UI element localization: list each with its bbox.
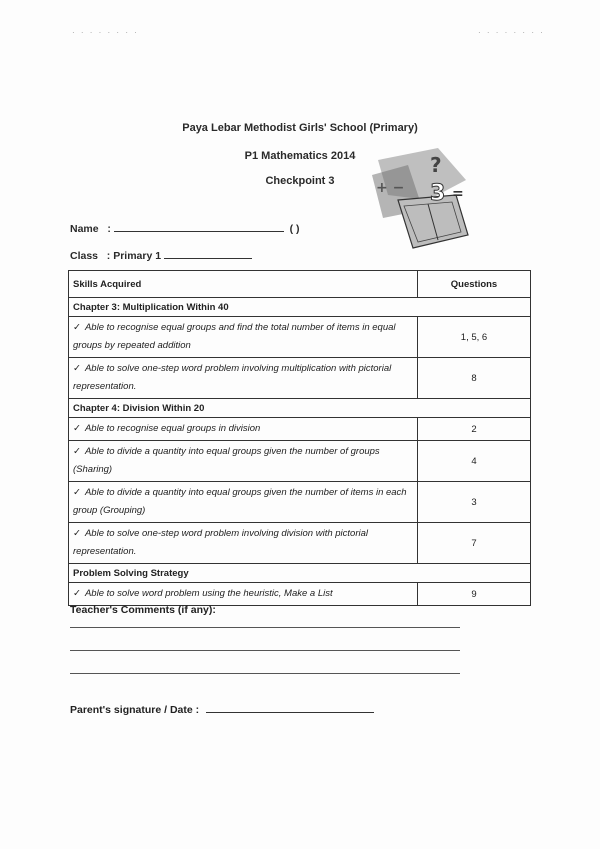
chapter-title: Chapter 3: Multiplication Within 40	[69, 298, 531, 317]
skills-header: Skills Acquired	[69, 271, 418, 298]
checkmark-icon: ✓	[73, 423, 81, 434]
skill-cell: ✓ Able to recognise equal groups in division	[69, 418, 418, 441]
comment-line[interactable]	[70, 673, 460, 674]
checkmark-icon: ✓	[73, 322, 81, 333]
chapter-title: Chapter 4: Division Within 20	[69, 399, 531, 418]
school-name: Paya Lebar Methodist Girls' School (Primary)	[182, 122, 418, 134]
table-row	[69, 441, 531, 482]
table-row	[69, 418, 531, 441]
svg-text:+ −: + −	[376, 180, 405, 196]
svg-text:3: 3	[430, 181, 446, 206]
skill-cell: ✓ Able to recognise equal groups and find the total number of items in equal groups by repeated addition	[69, 317, 418, 358]
question-cell: 9	[418, 583, 531, 606]
name-field: Name : ( )	[70, 223, 300, 235]
skill-cell: ✓ Able to divide a quantity into equal groups given the number of items in each group (Grouping)	[69, 482, 418, 523]
class-field: Class : Primary 1	[70, 248, 252, 262]
question-cell: 3	[418, 482, 531, 523]
chapter-row	[69, 564, 531, 583]
chapter-title: Problem Solving Strategy	[69, 564, 531, 583]
table-header-row	[69, 271, 531, 298]
skill-cell: ✓ Able to solve one-step word problem involving division with pictorial representation.	[69, 523, 418, 564]
class-blank[interactable]	[164, 248, 252, 259]
name-label: Name	[70, 223, 99, 235]
table-row	[69, 523, 531, 564]
parent-signature-label: Parent's signature / Date :	[70, 704, 200, 716]
svg-text:?: ?	[430, 153, 442, 177]
questions-header: Questions	[418, 271, 531, 298]
parent-signature-field	[70, 702, 374, 716]
skills-table	[68, 270, 531, 606]
chapter-row	[69, 298, 531, 317]
question-cell: 4	[418, 441, 531, 482]
table-row	[69, 583, 531, 606]
checkmark-icon: ✓	[73, 446, 81, 457]
index-brackets: ( )	[289, 223, 300, 235]
question-cell: 7	[418, 523, 531, 564]
scan-artifact-left: · · · · · · · ·	[72, 28, 139, 37]
checkmark-icon: ✓	[73, 588, 81, 599]
question-cell: 8	[418, 358, 531, 399]
checkmark-icon: ✓	[73, 487, 81, 498]
signature-blank[interactable]	[206, 702, 374, 713]
table-row	[69, 482, 531, 523]
class-value: Primary 1	[113, 250, 162, 262]
table-row	[69, 317, 531, 358]
checkmark-icon: ✓	[73, 528, 81, 539]
table-row	[69, 358, 531, 399]
skill-cell: ✓ Able to solve one-step word problem involving multiplication with pictorial representation.	[69, 358, 418, 399]
class-label: Class	[70, 250, 99, 262]
math-clipart-image	[368, 140, 473, 252]
name-blank[interactable]	[114, 221, 284, 232]
svg-text:=: =	[452, 186, 464, 202]
question-cell: 2	[418, 418, 531, 441]
question-cell: 1, 5, 6	[418, 317, 531, 358]
skill-cell: ✓ Able to divide a quantity into equal groups given the number of groups (Sharing)	[69, 441, 418, 482]
teachers-comments-label: Teacher's Comments (if any):	[70, 604, 216, 616]
comment-line[interactable]	[70, 627, 460, 628]
scan-artifact-right: · · · · · · · ·	[478, 28, 545, 37]
subject-title: P1 Mathematics 2014	[244, 150, 356, 162]
comment-line[interactable]	[70, 650, 460, 651]
checkmark-icon: ✓	[73, 363, 81, 374]
skill-cell: ✓ Able to solve word problem using the heuristic, Make a List	[69, 583, 418, 606]
checkpoint-title: Checkpoint 3	[265, 175, 335, 187]
chapter-row	[69, 399, 531, 418]
